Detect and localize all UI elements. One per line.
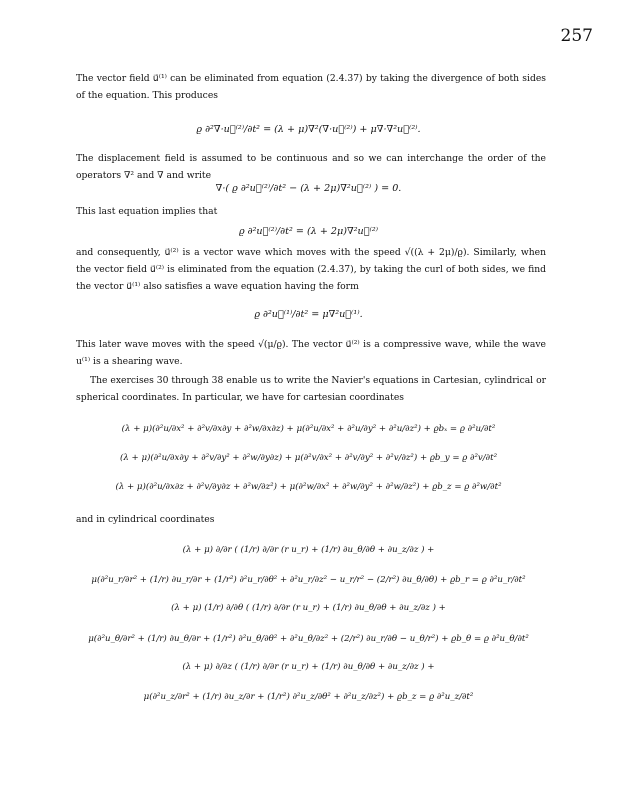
paragraph-wave-speed: This later wave moves with the speed √(μ/ϱ). The vector u⃗⁽²⁾ is a compressive wave, while the wave u⁽¹⁾ is a shearing wave. xyxy=(76,339,546,367)
paragraph-consequently: and consequently, u⃗⁽²⁾ is a vector wave which moves with the speed √((λ + 2μ)/ϱ). Similarly, when the vector field u⃗⁽²⁾ is eliminated from the equation (2.4.37), by taking the curl of both sides, we find the vector u⃗⁽¹⁾ also satisfies a wave equation having the form xyxy=(76,247,546,292)
page-number: 257 xyxy=(560,26,593,46)
paragraph-displacement: The displacement field is assumed to be continuous and so we can interchange the order of the operators ∇² and ∇ and write xyxy=(76,153,546,181)
paragraph-navier: The exercises 30 through 38 enable us to write the Navier's equations in Cartesian, cylindrical or spherical coordinates. In particular, we have for cartesian coordinates xyxy=(76,375,546,403)
paragraph-implies: This last equation implies that xyxy=(76,206,218,217)
equation-shear-wave: ϱ ∂²u⃗⁽¹⁾/∂t² = μ∇²u⃗⁽¹⁾. xyxy=(254,309,363,320)
equation-cyl-theta-part2: μ(∂²u_θ/∂r² + (1/r) ∂u_θ/∂r + (1/r²) ∂²u_θ/∂θ² + ∂²u_θ/∂z² + (2/r²) ∂u_r/∂θ − u_θ/r²) + ϱb_θ = ϱ ∂²u_θ/∂t² xyxy=(88,634,529,644)
equation-compressive-wave: ϱ ∂²u⃗⁽²⁾/∂t² = (λ + 2μ)∇²u⃗⁽²⁾ xyxy=(238,226,379,237)
equation-cyl-theta-part1: (λ + μ) (1/r) ∂/∂θ ( (1/r) ∂/∂r (r u_r) + (1/r) ∂u_θ/∂θ + ∂u_z/∂z ) + xyxy=(171,603,446,613)
equation-divergence: ϱ ∂²∇·u⃗⁽²⁾/∂t² = (λ + μ)∇²(∇·u⃗⁽²⁾) + μ∇·∇²u⃗⁽²⁾. xyxy=(196,124,421,135)
paragraph-cylindrical: and in cylindrical coordinates xyxy=(76,514,215,525)
equation-cyl-z-part2: μ(∂²u_z/∂r² + (1/r) ∂u_z/∂r + (1/r²) ∂²u_z/∂θ² + ∂²u_z/∂z²) + ϱb_z = ϱ ∂²u_z/∂t² xyxy=(143,692,474,702)
equation-cartesian-x: (λ + μ)(∂²u/∂x² + ∂²v/∂x∂y + ∂²w/∂x∂z) + μ(∂²u/∂x² + ∂²u/∂y² + ∂²u/∂z²) + ϱbₓ = ϱ ∂²u/∂t² xyxy=(121,424,496,434)
equation-interchanged: ∇·( ϱ ∂²u⃗⁽²⁾/∂t² − (λ + 2μ)∇²u⃗⁽²⁾ ) = 0. xyxy=(215,183,402,194)
equation-cyl-r-part2: μ(∂²u_r/∂r² + (1/r) ∂u_r/∂r + (1/r²) ∂²u_r/∂θ² + ∂²u_r/∂z² − u_r/r² − (2/r²) ∂u_θ/∂θ) + ϱb_r = ϱ ∂²u_r/∂t² xyxy=(91,575,526,585)
equation-cyl-r-part1: (λ + μ) ∂/∂r ( (1/r) ∂/∂r (r u_r) + (1/r) ∂u_θ/∂θ + ∂u_z/∂z ) + xyxy=(182,545,435,555)
paragraph-divergence: The vector field u⃗⁽¹⁾ can be eliminated from equation (2.4.37) by taking the divergence of both sides of the equation. This produces xyxy=(76,73,546,101)
equation-cyl-z-part1: (λ + μ) ∂/∂z ( (1/r) ∂/∂r (r u_r) + (1/r) ∂u_θ/∂θ + ∂u_z/∂z ) + xyxy=(182,662,435,672)
equation-cartesian-y: (λ + μ)(∂²u/∂x∂y + ∂²v/∂y² + ∂²w/∂y∂z) + μ(∂²v/∂x² + ∂²v/∂y² + ∂²v/∂z²) + ϱb_y = ϱ ∂²v/∂t² xyxy=(119,453,498,463)
equation-cartesian-z: (λ + μ)(∂²u/∂x∂z + ∂²v/∂y∂z + ∂²w/∂z²) + μ(∂²w/∂x² + ∂²w/∂y² + ∂²w/∂z²) + ϱb_z = ϱ ∂²w/∂t² xyxy=(115,482,502,492)
